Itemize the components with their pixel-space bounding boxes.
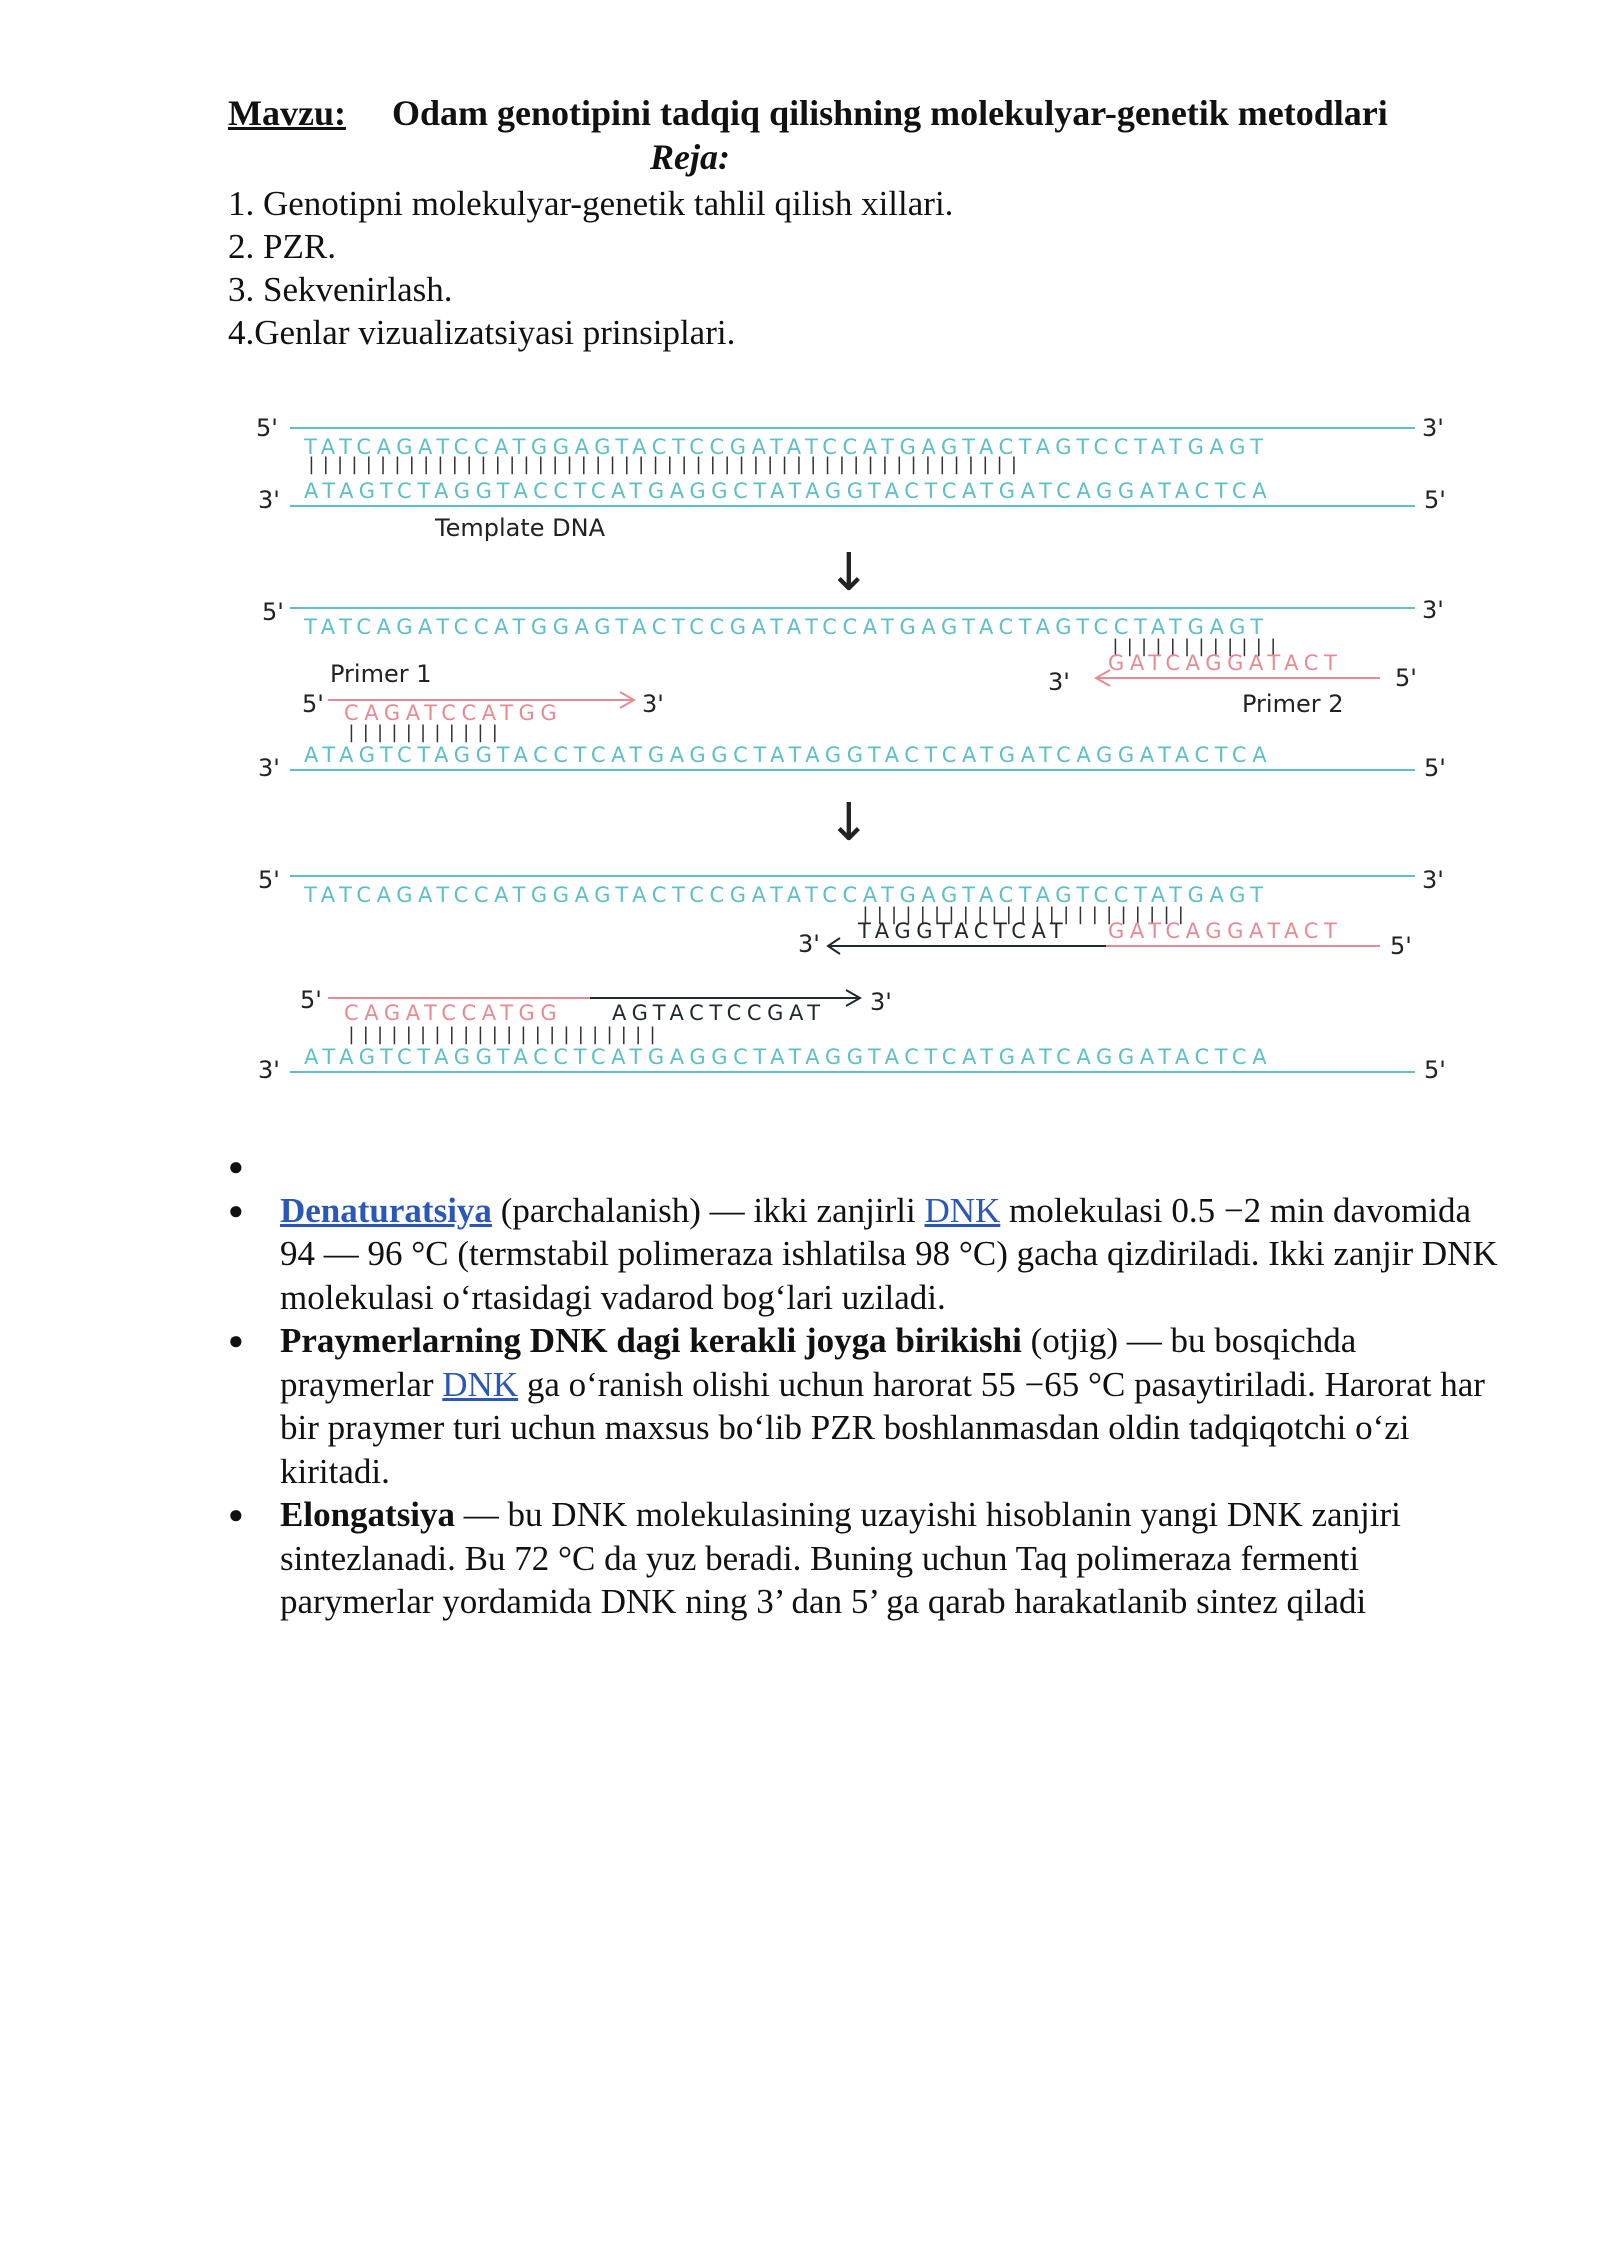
plan-item: 1. Genotipni molekulyar-genetik tahlil qilish xillari. [228, 184, 954, 223]
primer1-label: Primer 1 [330, 660, 432, 688]
plan-item: 3. Sekvenirlash. [228, 270, 453, 309]
stage1-top-5prime: 5' [256, 414, 278, 442]
primer1-seq-extended: CAGATCCATGG [344, 1001, 563, 1025]
primer1-3prime: 3' [642, 690, 664, 718]
template-dna-label: Template DNA [435, 514, 605, 542]
bullet-annealing: ● Praymerlarning DNK dagi kerakli joyga birikishi (otjig) — bu bosqichda praymerlar DNK ga o‘ranish olishi uchun harorat 55 −65 °C pasaytiriladi. Harorat har bir praymer turi uchun maxsus bo‘lib PZR boshlanmasdan oldin tadqiqotchi o‘zi kiritadi. [228, 1321, 1485, 1491]
stage1-bottom-strand: ATAGTCTAGGTACCTCATGAGGCTATAGGTACTCATGATCAGGATACTCA [304, 479, 1273, 503]
stage1-top-strand: TATCAGATCCATGGAGTACTCCGATATCCATGAGTACTAGTCCTATGAGT [304, 435, 1269, 459]
stage3-bottom-3prime: 3' [258, 1056, 280, 1084]
stage3-bottom-strand: ATAGTCTAGGTACCTCATGAGGCTATAGGTACTCATGATCAGGATACTCA [304, 1045, 1273, 1069]
elongation-term: Elongatsiya [280, 1495, 456, 1534]
empty-bullet [228, 1145, 1508, 1189]
bullet-dot-icon: ● [228, 1326, 244, 1355]
extension1-new-seq: AGTACTCCGAT [612, 1001, 826, 1025]
denaturation-link[interactable]: Denaturatsiya [280, 1190, 492, 1230]
bullet-denaturation: ● Denaturatsiya (parchalanish) — ikki zanjirli DNK molekulasi 0.5 −2 min davomida 94 — 96 °C (termstabil polimeraza ishlatilsa 98 °C) gacha qizdiriladi. Ikki zanjir DNK molekulasi o‘rtasidagi vadarod bog‘lari uziladi. [228, 1190, 1498, 1317]
extension2-new-seq: TAGGTACTCAT [858, 919, 1069, 943]
plan-heading: Reja: [650, 137, 730, 177]
topic-title: Odam genotipini tadqiq qilishning molekulyar-genetik metodlari [391, 93, 1388, 133]
stage2-hbonds-primer2: |||||||||||| [1110, 636, 1283, 657]
down-arrow-icon: ↓ [827, 543, 871, 603]
stage1-hbonds: |||||||||||||||||||||||||||||||||||||||||||||||||| [306, 454, 1023, 475]
plan-item: 4.Genlar vizualizatsiyasi prinsiplari. [228, 313, 736, 352]
bullet-elongation: ● Elongatsiya — bu DNK molekulasining uzayishi hisoblanin yangi DNK zanjiri sintezlanadi. Bu 72 °C da yuz beradi. Buning uchun Taq polimeraza fermenti parymerlar yordamida DNK ning 3’ dan 5’ ga qarab harakatlanib sintez qiladi [228, 1495, 1401, 1621]
dnk-link[interactable]: DNK [442, 1364, 519, 1404]
stage1-bottom-3prime: 3' [258, 486, 280, 514]
primer1-seq: CAGATCCATGG [344, 701, 563, 725]
stage3-top-strand: TATCAGATCCATGGAGTACTCCGATATCCATGAGTACTAGTCCTATGAGT [304, 883, 1269, 907]
stage2-bottom-5prime: 5' [1424, 754, 1446, 782]
primer2-label: Primer 2 [1242, 690, 1344, 718]
bullet-dot-icon: ● [228, 1152, 244, 1181]
stage2-bottom-3prime: 3' [258, 754, 280, 782]
topic-label: Mavzu: [228, 93, 346, 133]
primer2-seq: GATCAGGATACT [1108, 651, 1343, 675]
stage2-top-strand: TATCAGATCCATGGAGTACTCCGATATCCATGAGTACTAGTCCTATGAGT [304, 615, 1269, 639]
stage3-primer1-3prime: 3' [870, 988, 892, 1016]
stage2-top-5prime: 5' [262, 598, 284, 626]
stage3-hbonds-bottom: |||||||||||||||||||||| [346, 1024, 662, 1045]
stage1-bottom-5prime: 5' [1424, 486, 1446, 514]
stage2-bottom-strand: ATAGTCTAGGTACCTCATGAGGCTATAGGTACTCATGATCAGGATACTCA [304, 743, 1273, 767]
bullet-dot-icon: ● [228, 1500, 244, 1529]
pcr-diagram-svg [240, 400, 1480, 1120]
primer2-3prime: 3' [1048, 668, 1070, 696]
bullet-dot-icon: ● [228, 1195, 244, 1225]
primer2-5prime: 5' [1395, 664, 1417, 692]
stage3-top-5prime: 5' [258, 866, 280, 894]
stage3-primer1-5prime: 5' [300, 986, 322, 1014]
stage3-top-3prime: 3' [1422, 866, 1444, 894]
dnk-link[interactable]: DNK [924, 1190, 1001, 1230]
topic-heading [228, 92, 1388, 134]
stage3-new-3prime: 3' [798, 930, 820, 958]
pcr-diagram [240, 400, 1480, 1120]
plan-item: 2. PZR. [228, 227, 336, 266]
stage1-top-3prime: 3' [1422, 414, 1444, 442]
stage3-new-5prime: 5' [1390, 932, 1412, 960]
annealing-term: Praymerlarning DNK dagi kerakli joyga birikishi [280, 1321, 1022, 1360]
down-arrow-icon: ↓ [827, 793, 871, 853]
plan-list [228, 182, 953, 354]
bullet-list [228, 1145, 1508, 1624]
stage3-hbonds-top: ||||||||||||||||||||||| [860, 904, 1190, 925]
stage2-top-3prime: 3' [1422, 596, 1444, 624]
primer1-5prime: 5' [302, 690, 324, 718]
primer2-seq-extended: GATCAGGATACT [1108, 919, 1343, 943]
stage3-bottom-5prime: 5' [1424, 1056, 1446, 1084]
stage2-hbonds-primer1: ||||||||||| [346, 722, 504, 743]
